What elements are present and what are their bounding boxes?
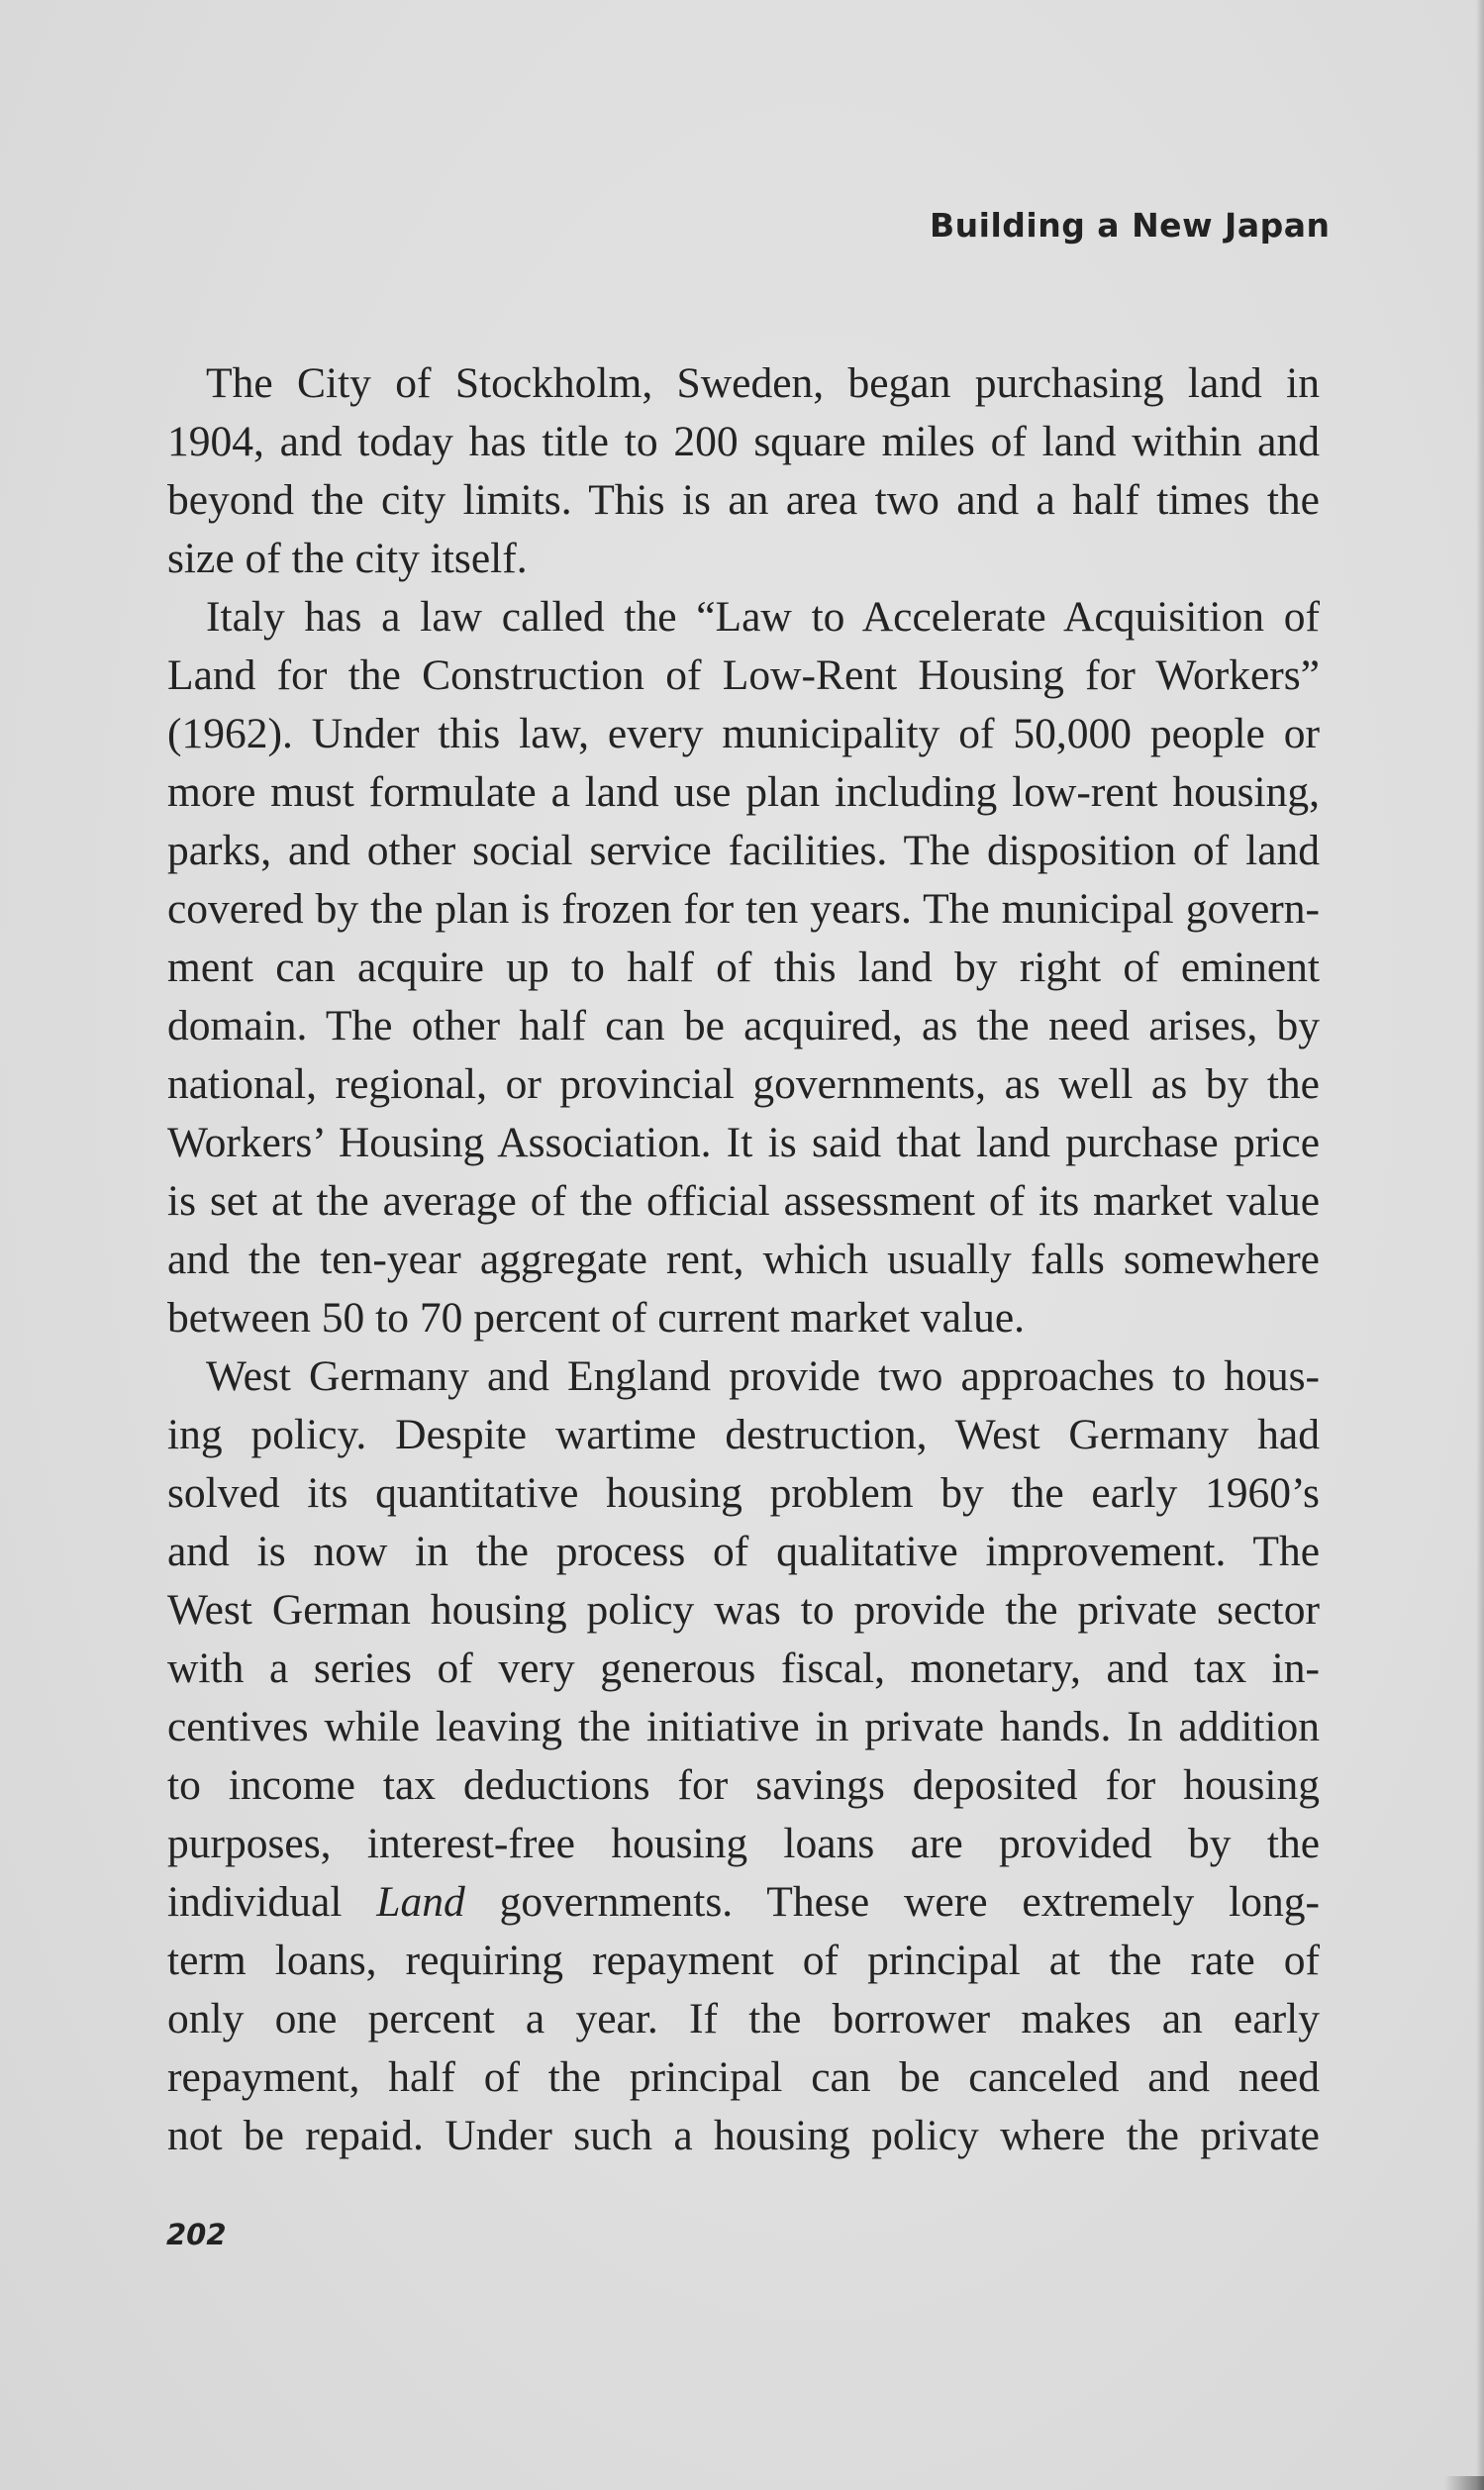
paragraph-3-line-6: with a series of very generous fiscal, monetary, and tax in-	[167, 1644, 1320, 1692]
paragraph-2-line-2: Land for the Construction of Low-Rent Housing for Workers”	[167, 651, 1320, 699]
paragraph-2-line-8: domain. The other half can be acquired, as the need arises, by	[167, 1002, 1320, 1049]
paragraph-3-line-14: not be repaid. Under such a housing policy where the private	[167, 2112, 1320, 2159]
paragraph-3-line-9: purposes, interest-free housing loans are provided by the	[167, 1820, 1320, 1867]
paragraph-3-line-11: term loans, requiring repayment of principal at the rate of	[167, 1937, 1320, 1984]
paragraph-2-line-7: ment can acquire up to half of this land by right of eminent	[167, 944, 1320, 991]
paragraph-2-line-13: between 50 to 70 percent of current market value.	[167, 1294, 1026, 1342]
page-number: 202	[166, 2218, 227, 2251]
text-before-italic: individual	[167, 1878, 377, 1926]
page-edge-shadow	[1476, 0, 1484, 2490]
paragraph-3-line-8: to income tax deductions for savings deposited for housing	[167, 1761, 1320, 1809]
paragraph-3-line-4: and is now in the process of qualitative improvement. The	[167, 1528, 1320, 1575]
paragraph-3-line-10	[167, 1878, 1321, 1926]
paragraph-1-line-1: The City of Stockholm, Sweden, began purchasing land in	[206, 359, 1320, 407]
text-after-italic: governments. These were extremely long-	[464, 1878, 1321, 1926]
paragraph-3-line-13: repayment, half of the principal can be canceled and need	[167, 2053, 1320, 2101]
paragraph-2-line-3: (1962). Under this law, every municipality of 50,000 people or	[167, 710, 1320, 757]
page-corner-shadow	[1444, 2476, 1484, 2490]
paragraph-2-line-5: parks, and other social service facilities. The disposition of land	[167, 827, 1320, 874]
italic-term-land: Land	[376, 1878, 465, 1926]
paragraph-1-line-3: beyond the city limits. This is an area two and a half times the	[167, 476, 1320, 524]
paragraph-2-line-11: is set at the average of the official assessment of its market value	[167, 1177, 1320, 1225]
paragraph-3-line-1: West Germany and England provide two approaches to hous-	[206, 1352, 1320, 1400]
paragraph-2-line-10: Workers’ Housing Association. It is said that land purchase price	[167, 1119, 1320, 1166]
running-head: Building a New Japan	[930, 206, 1331, 245]
paragraph-2-line-9: national, regional, or provincial governments, as well as by the	[167, 1060, 1320, 1108]
paragraph-1-line-2: 1904, and today has title to 200 square miles of land within and	[167, 418, 1320, 465]
paragraph-3-line-12: only one percent a year. If the borrower makes an early	[167, 1995, 1320, 2042]
paragraph-2-line-6: covered by the plan is frozen for ten years. The municipal govern-	[167, 885, 1320, 933]
paragraph-3-line-7: centives while leaving the initiative in private hands. In addition	[167, 1703, 1320, 1750]
paragraph-3-line-2: ing policy. Despite wartime destruction, West Germany had	[167, 1411, 1320, 1458]
paragraph-2-line-12: and the ten-year aggregate rent, which usually falls somewhere	[167, 1236, 1320, 1283]
paragraph-1-line-4: size of the city itself.	[167, 535, 528, 582]
paragraph-3-line-3: solved its quantitative housing problem by the early 1960’s	[167, 1469, 1320, 1517]
paragraph-2-line-4: more must formulate a land use plan including low-rent housing,	[167, 768, 1320, 816]
paragraph-2-line-1: Italy has a law called the “Law to Accelerate Acquisition of	[206, 593, 1320, 641]
paragraph-3-line-5: West German housing policy was to provide the private sector	[167, 1586, 1320, 1634]
